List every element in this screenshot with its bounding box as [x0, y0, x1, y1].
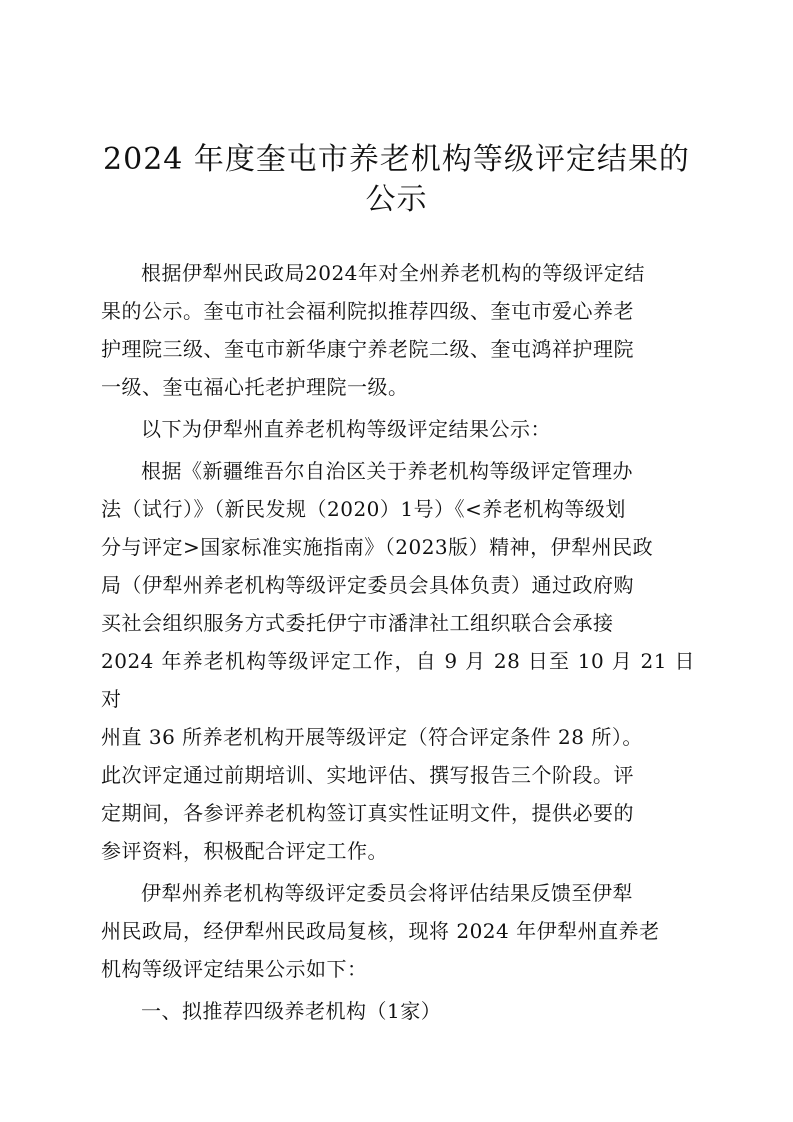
paragraph-line: 参评资料，积极配合评定工作。	[101, 839, 388, 863]
paragraph-line: 伊犁州养老机构等级评定委员会将评估结果反馈至伊犁	[141, 881, 633, 905]
paragraph-intro	[101, 254, 695, 406]
paragraph-line: 护理院三级、奎屯市新华康宁养老院二级、奎屯鸿祥护理院	[101, 337, 634, 361]
paragraph-line: 分与评定>国家标准实施指南》（2023版）精神，伊犁州民政	[101, 535, 654, 559]
paragraph-line: 州直 36 所养老机构开展等级评定（符合评定条件 28 所）。	[101, 725, 643, 749]
paragraph-line: 州民政局，经伊犁州民政局复核，现将 2024 年伊犁州直养老	[101, 919, 660, 943]
paragraph-line: 买社会组织服务方式委托伊宁市潘津社工组织联合会承接	[101, 611, 614, 635]
document-body	[101, 254, 695, 1030]
section-heading-line: 一、拟推荐四级养老机构（1家）	[141, 999, 442, 1023]
paragraph-line: 果的公示。奎屯市社会福利院拟推荐四级、奎屯市爱心养老	[101, 299, 634, 323]
section-heading	[101, 992, 695, 1030]
paragraph-line: 机构等级评定结果公示如下：	[101, 957, 368, 981]
paragraph-lead	[101, 410, 695, 448]
paragraph-line: 局（伊犁州养老机构等级评定委员会具体负责）通过政府购	[101, 573, 634, 597]
paragraph-line: 根据《新疆维吾尔自治区关于养老机构等级评定管理办	[141, 459, 633, 483]
paragraph-review	[101, 874, 695, 988]
paragraph-line: 此次评定通过前期培训、实地评估、撰写报告三个阶段。评	[101, 763, 634, 787]
paragraph-line: 根据伊犁州民政局2024年对全州养老机构的等级评定结	[141, 261, 645, 285]
paragraph-line: 定期间，各参评养老机构签订真实性证明文件，提供必要的	[101, 801, 634, 825]
title-line: 公示	[365, 182, 428, 217]
page-title	[100, 140, 693, 220]
paragraph-line: 2024 年养老机构等级评定工作，自 9 月 28 日至 10 月 21 日对	[101, 649, 695, 711]
paragraph-line: 法（试行）》（新民发规（2020）1号）《<养老机构等级划	[101, 497, 626, 521]
paragraph-line: 一级、奎屯福心托老护理院一级。	[101, 375, 409, 399]
paragraph-line: 以下为伊犁州直养老机构等级评定结果公示：	[141, 417, 551, 441]
paragraph-basis	[101, 452, 695, 870]
title-line: 2024 年度奎屯市养老机构等级评定结果的	[103, 142, 690, 177]
